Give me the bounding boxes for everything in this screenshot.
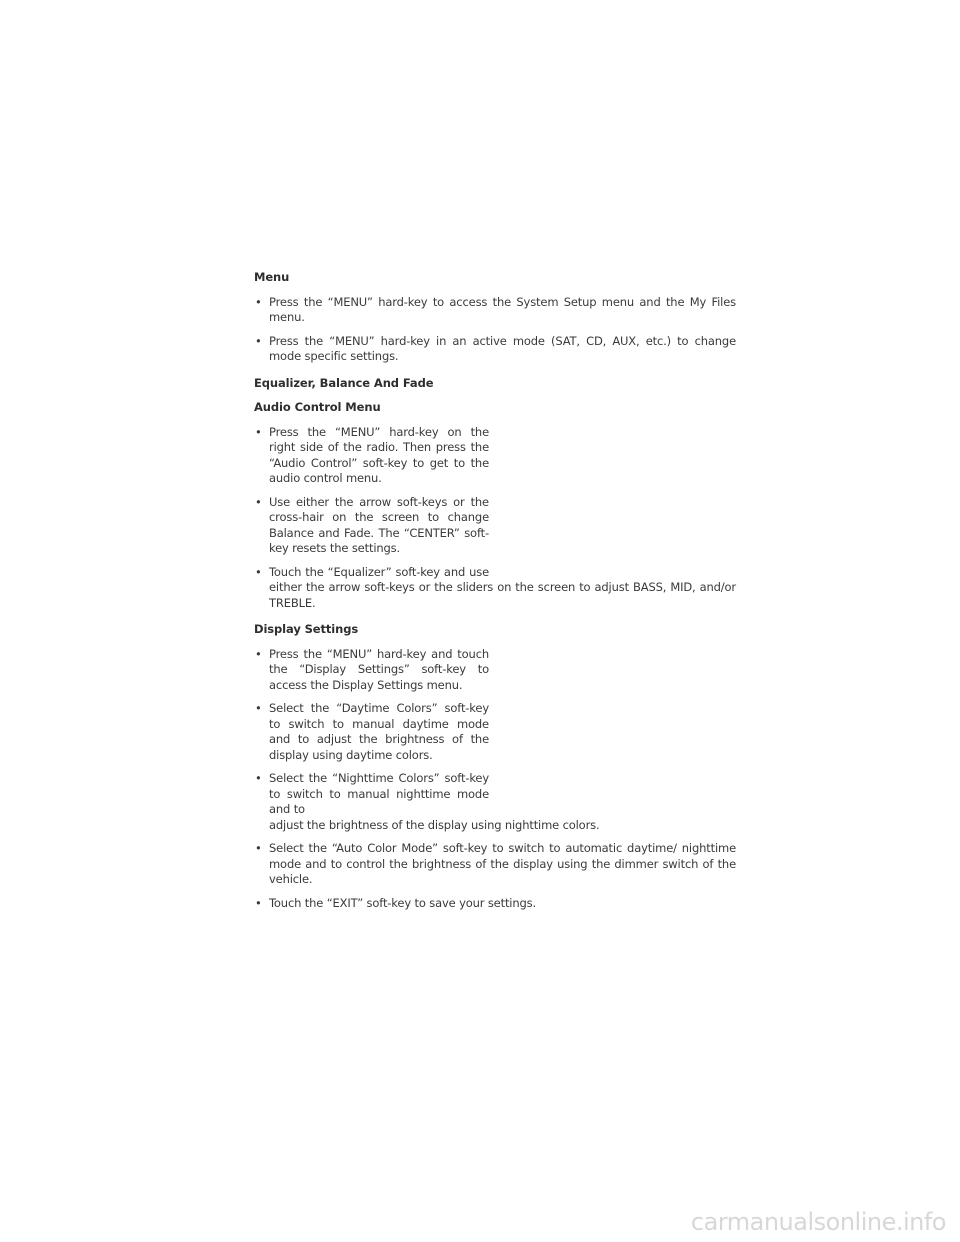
- list-item: [254, 565, 736, 612]
- bullet-text: Press the “MENU” hard-key and touch the “Display Settings” soft-key to access the Display Settings menu.: [269, 646, 489, 692]
- bullet-text: Use either the arrow soft-keys or the cross-hair on the screen to change Balance and Fade. The “CENTER” soft-key resets the settings.: [269, 494, 489, 555]
- bullet-glyph: •: [255, 771, 262, 785]
- bullet-glyph: •: [255, 646, 262, 661]
- bullet-text-continued: adjust the brightness of the display using nighttime colors.: [269, 817, 600, 832]
- bullet-text-continued: either the arrow soft-keys or the sliders on the screen to adjust BASS, MID, and/or TREBLE.: [269, 580, 736, 610]
- bullet-glyph: •: [255, 895, 262, 910]
- bullet-glyph: •: [255, 564, 262, 579]
- bullet-glyph: •: [255, 701, 262, 715]
- bullet-text: Select the “Daytime Colors” soft-key to switch to manual daytime mode and to adjust the brightness of the display using daytime colors.: [269, 701, 489, 762]
- equalizer-heading: Equalizer, Balance And Fade: [254, 375, 434, 390]
- list-item: [254, 295, 736, 326]
- audio-control-heading: Audio Control Menu: [254, 400, 381, 414]
- bullet-text: Press the “MENU” hard-key to access the System Setup menu and the My Files menu.: [269, 294, 736, 324]
- watermark-text: carmanualsonline.info: [690, 1208, 946, 1236]
- list-item: [254, 841, 736, 888]
- bullet-text: Select the “Auto Color Mode” soft-key to switch to automatic daytime/ nighttime mode and to control the brightness of the display using the dimmer switch of the vehicle.: [269, 841, 736, 886]
- list-item: [254, 771, 736, 833]
- list-item: [254, 647, 736, 694]
- list-item: [254, 425, 736, 487]
- menu-heading: Menu: [254, 270, 290, 284]
- bullet-text: Press the “MENU” hard-key on the right side of the radio. Then press the “Audio Control” soft-key to get to the audio control menu.: [269, 424, 489, 485]
- bullet-text: Touch the “Equalizer” soft-key and use: [269, 564, 489, 579]
- bullet-text: Touch the “EXIT” soft-key to save your settings.: [269, 895, 536, 910]
- bullet-glyph: •: [255, 294, 262, 309]
- list-item: [254, 896, 736, 912]
- list-item: [254, 701, 736, 763]
- list-item: [254, 334, 736, 365]
- bullet-glyph: •: [255, 494, 262, 509]
- list-item: [254, 495, 736, 557]
- manual-page-content: [254, 270, 736, 919]
- bullet-glyph: •: [255, 424, 262, 439]
- bullet-glyph: •: [255, 333, 262, 348]
- bullet-text: Press the “MENU” hard-key in an active mode (SAT, CD, AUX, etc.) to change mode specific settings.: [269, 333, 736, 363]
- bullet-glyph: •: [255, 841, 262, 855]
- display-settings-heading: Display Settings: [254, 622, 359, 636]
- bullet-text: Select the “Nighttime Colors” soft-key to switch to manual nighttime mode and to: [269, 771, 489, 816]
